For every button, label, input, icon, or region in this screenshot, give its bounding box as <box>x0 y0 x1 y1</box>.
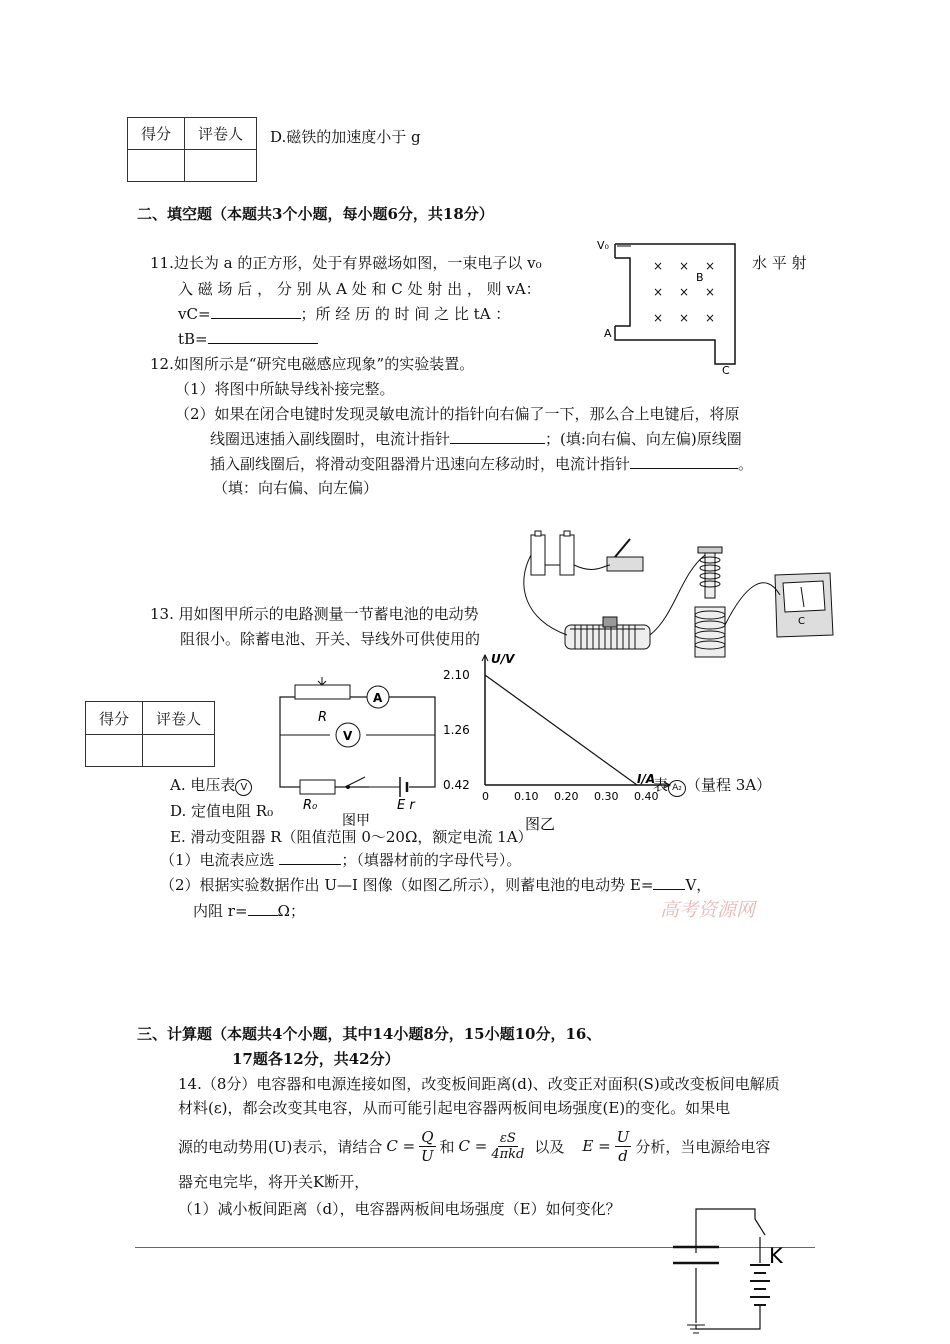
q13-p2-text: （2）根据实验数据作出 U—I 图像（如图乙所示），则蓄电池的电动势 E= <box>160 876 654 894</box>
option-a-text: A. 电压表 <box>170 776 236 794</box>
rheostat-label: R <box>318 710 328 725</box>
point-b-label: B <box>696 271 704 284</box>
formula2-numerator: εS <box>499 1130 516 1146</box>
formula1-numerator: Q <box>421 1127 434 1146</box>
y-tick-label: 2.10 <box>443 668 470 682</box>
q13-option-ammeter <box>653 774 771 797</box>
q11-vc-label: vC= <box>178 305 211 323</box>
q12-part2-line2 <box>210 428 742 449</box>
score-cell[interactable] <box>128 150 185 182</box>
svg-text:×: × <box>679 285 690 299</box>
q13-p2b-tail: Ω； <box>277 902 305 920</box>
q11-blank-time[interactable] <box>208 329 318 344</box>
formula2-denominator: 4πkd <box>491 1146 525 1162</box>
u-i-graph <box>440 650 659 835</box>
q14-line3-post: 分析，当电源给电容 <box>635 1137 771 1156</box>
svg-text:×: × <box>679 311 690 325</box>
q14-line1: 14.（8分）电容器和电源连接如图，改变板间距离(d)、改变正对面积(S)或改变板间电解质 <box>178 1075 780 1093</box>
q13-p1-tail: ；（填器材前的字母代号）。 <box>341 851 522 869</box>
q11-tb-label: tB= <box>178 330 208 348</box>
q11-line1-right: 水 平 射 <box>752 254 807 272</box>
y-tick-label: 0.42 <box>443 778 470 792</box>
circuit-diagram <box>270 672 450 832</box>
formula1-lhs: C = <box>386 1137 416 1155</box>
q13-part2 <box>160 874 711 895</box>
switch-k-label: K <box>769 1244 783 1268</box>
ammeter-range: （量程 3A） <box>686 776 772 794</box>
formula3-numerator: U <box>616 1127 630 1146</box>
q13-blank-resistance[interactable] <box>248 901 278 916</box>
svg-text:×: × <box>653 259 664 273</box>
q12-p2b-tail: ；(填:向右偏、向左偏)原线圈 <box>545 430 742 448</box>
score-header: 得分 <box>86 702 143 735</box>
x-tick-label: 0.40 <box>634 790 659 803</box>
x-tick-label: 0.10 <box>514 790 539 803</box>
formula1-denominator: U <box>421 1146 434 1165</box>
watermark: 高考资源网 <box>660 899 756 921</box>
q12-part2-line1: （2）如果在闭合电键时发现灵敏电流计的指针向右偏了一下，那么合上电键后，将原 <box>175 405 740 423</box>
q13-line2: 阻很小。除蓄电池、开关、导线外可供使用的 <box>180 630 481 648</box>
q12-blank-2[interactable] <box>630 454 738 469</box>
figure-jia-caption: 图甲 <box>342 813 370 829</box>
point-c-label: C <box>722 364 730 377</box>
figure-yi-caption: 图乙 <box>525 815 556 833</box>
switch-icon <box>607 539 643 571</box>
svg-text:×: × <box>705 285 716 299</box>
section3-heading-2: 17题各12分，共42分） <box>232 1050 400 1068</box>
q13-p2b-text: 内阻 r= <box>193 902 248 920</box>
q11-line2: 入 磁 场 后 ， 分 别 从 A 处 和 C 处 射 出 ， 则 vA： <box>178 280 541 298</box>
section3-heading-1: 三、计算题（本题共4个小题，其中14小题8分，15小题10分，16、 <box>137 1025 602 1043</box>
svg-text:×: × <box>679 259 690 273</box>
q12-part1: （1）将图中所缺导线补接完整。 <box>175 380 395 398</box>
q11-line1: 11.边长为 a 的正方形，处于有界磁场如图，一束电子以 v₀ <box>150 254 542 272</box>
x-tick-label: 0.30 <box>594 790 619 803</box>
q13-p1-text: （1）电流表应选 <box>160 851 275 869</box>
formula2-fraction <box>491 1131 524 1162</box>
svg-text:×: × <box>653 285 664 299</box>
y-axis-label: U/V <box>491 652 515 666</box>
grader-cell[interactable] <box>143 735 215 767</box>
q11-blank-velocity[interactable] <box>211 304 301 319</box>
formula3-fraction <box>615 1128 632 1165</box>
coil-icon <box>695 547 725 657</box>
svg-text:×: × <box>705 259 716 273</box>
formula3-denominator: d <box>618 1146 628 1165</box>
voltmeter-icon: V <box>343 729 353 743</box>
q13-option-d: D. 定值电阻 R₀ <box>170 802 274 820</box>
svg-text:×: × <box>705 311 716 325</box>
ammeter-a2-symbol-icon: A₂ <box>668 780 686 797</box>
magnetic-field-figure <box>595 232 745 377</box>
emf-label: E r <box>397 798 415 813</box>
score-cell[interactable] <box>86 735 143 767</box>
score-header: 得分 <box>128 118 185 150</box>
score-table-top <box>127 117 257 182</box>
x-tick-label: 0.20 <box>554 790 579 803</box>
battery-cells-icon <box>531 531 574 575</box>
induction-apparatus-figure <box>515 525 845 670</box>
q10-option-d: D.磁铁的加速度小于 g <box>270 128 421 146</box>
q12-part2-line3 <box>210 453 753 474</box>
q12-p2c-tail: 。 <box>738 455 754 473</box>
u-i-line <box>485 675 637 785</box>
q12-title: 12.如图所示是“研究电磁感应现象”的实验装置。 <box>150 355 475 373</box>
score-table-middle <box>85 701 215 767</box>
q14-line2: 材料(ε)，都会改变其电容，从而可能引起电容器两板间电场强度(E)的变化。如果电 <box>178 1099 731 1117</box>
q11-line3 <box>178 303 510 324</box>
q13-part2-line2 <box>193 900 305 921</box>
voltmeter-symbol-icon: V <box>235 779 252 796</box>
point-a-label: A <box>604 327 612 340</box>
q11-time-ratio: ；所 经 历 的 时 间 之 比 tA ： <box>300 305 511 323</box>
q14-line4: 器充电完毕，将开关K断开， <box>178 1173 370 1191</box>
q14-line3 <box>178 1123 770 1169</box>
q13-blank-emf[interactable] <box>653 875 685 890</box>
formula1-fraction <box>419 1128 435 1165</box>
x-tick-label: 0 <box>482 790 489 803</box>
rheostat-icon <box>565 617 650 649</box>
ammeter-option-prefix: 表 <box>653 776 669 794</box>
grader-cell[interactable] <box>185 150 257 182</box>
q14-line3-pre: 源的电动势用(U)表示，请结合 <box>178 1137 383 1156</box>
q13-line1: 13. 用如图甲所示的电路测量一节蓄电池的电动势 <box>150 605 479 623</box>
q12-p2b-text: 线圈迅速插入副线圈时，电流计指针 <box>210 430 451 448</box>
q13-p2-tail: V， <box>685 876 712 894</box>
q13-option-e: E. 滑动变阻器 R（阻值范围 0～20Ω，额定电流 1A） <box>170 828 533 846</box>
q12-part2-line4: （填：向右偏、向左偏） <box>213 479 379 497</box>
q13-part1 <box>160 849 521 870</box>
q11-line4 <box>178 329 318 348</box>
ammeter-icon: A <box>373 691 383 705</box>
v0-label: V₀ <box>597 239 609 252</box>
section2-heading: 二、填空题（本题共3个小题，每小题6分，共18分） <box>137 205 494 223</box>
x-axis-label: I/A <box>637 772 656 786</box>
r0-label: R₀ <box>303 798 318 813</box>
q13-blank-ammeter[interactable] <box>279 850 341 865</box>
q14-and: 和 <box>439 1137 455 1156</box>
grader-header: 评卷人 <box>143 702 215 735</box>
formula2-lhs: C = <box>458 1137 488 1155</box>
q13-option-a <box>170 774 252 796</box>
grader-header: 评卷人 <box>185 118 257 150</box>
y-tick-label: 1.26 <box>443 723 470 737</box>
formula3-lhs: E = <box>582 1137 611 1155</box>
svg-text:×: × <box>653 311 664 325</box>
q14-yiji: 以及 <box>534 1137 565 1156</box>
capacitor-circuit <box>665 1205 800 1340</box>
q12-blank-1[interactable] <box>450 429 545 444</box>
galvanometer-label: C <box>798 616 805 627</box>
q12-p2c-text: 插入副线圈后，将滑动变阻器滑片迅速向左移动时，电流计指针 <box>210 455 631 473</box>
q14-question1: （1）减小板间距离（d），电容器两板间电场强度（E）如何变化？ <box>178 1200 621 1218</box>
galvanometer-icon <box>775 573 833 637</box>
